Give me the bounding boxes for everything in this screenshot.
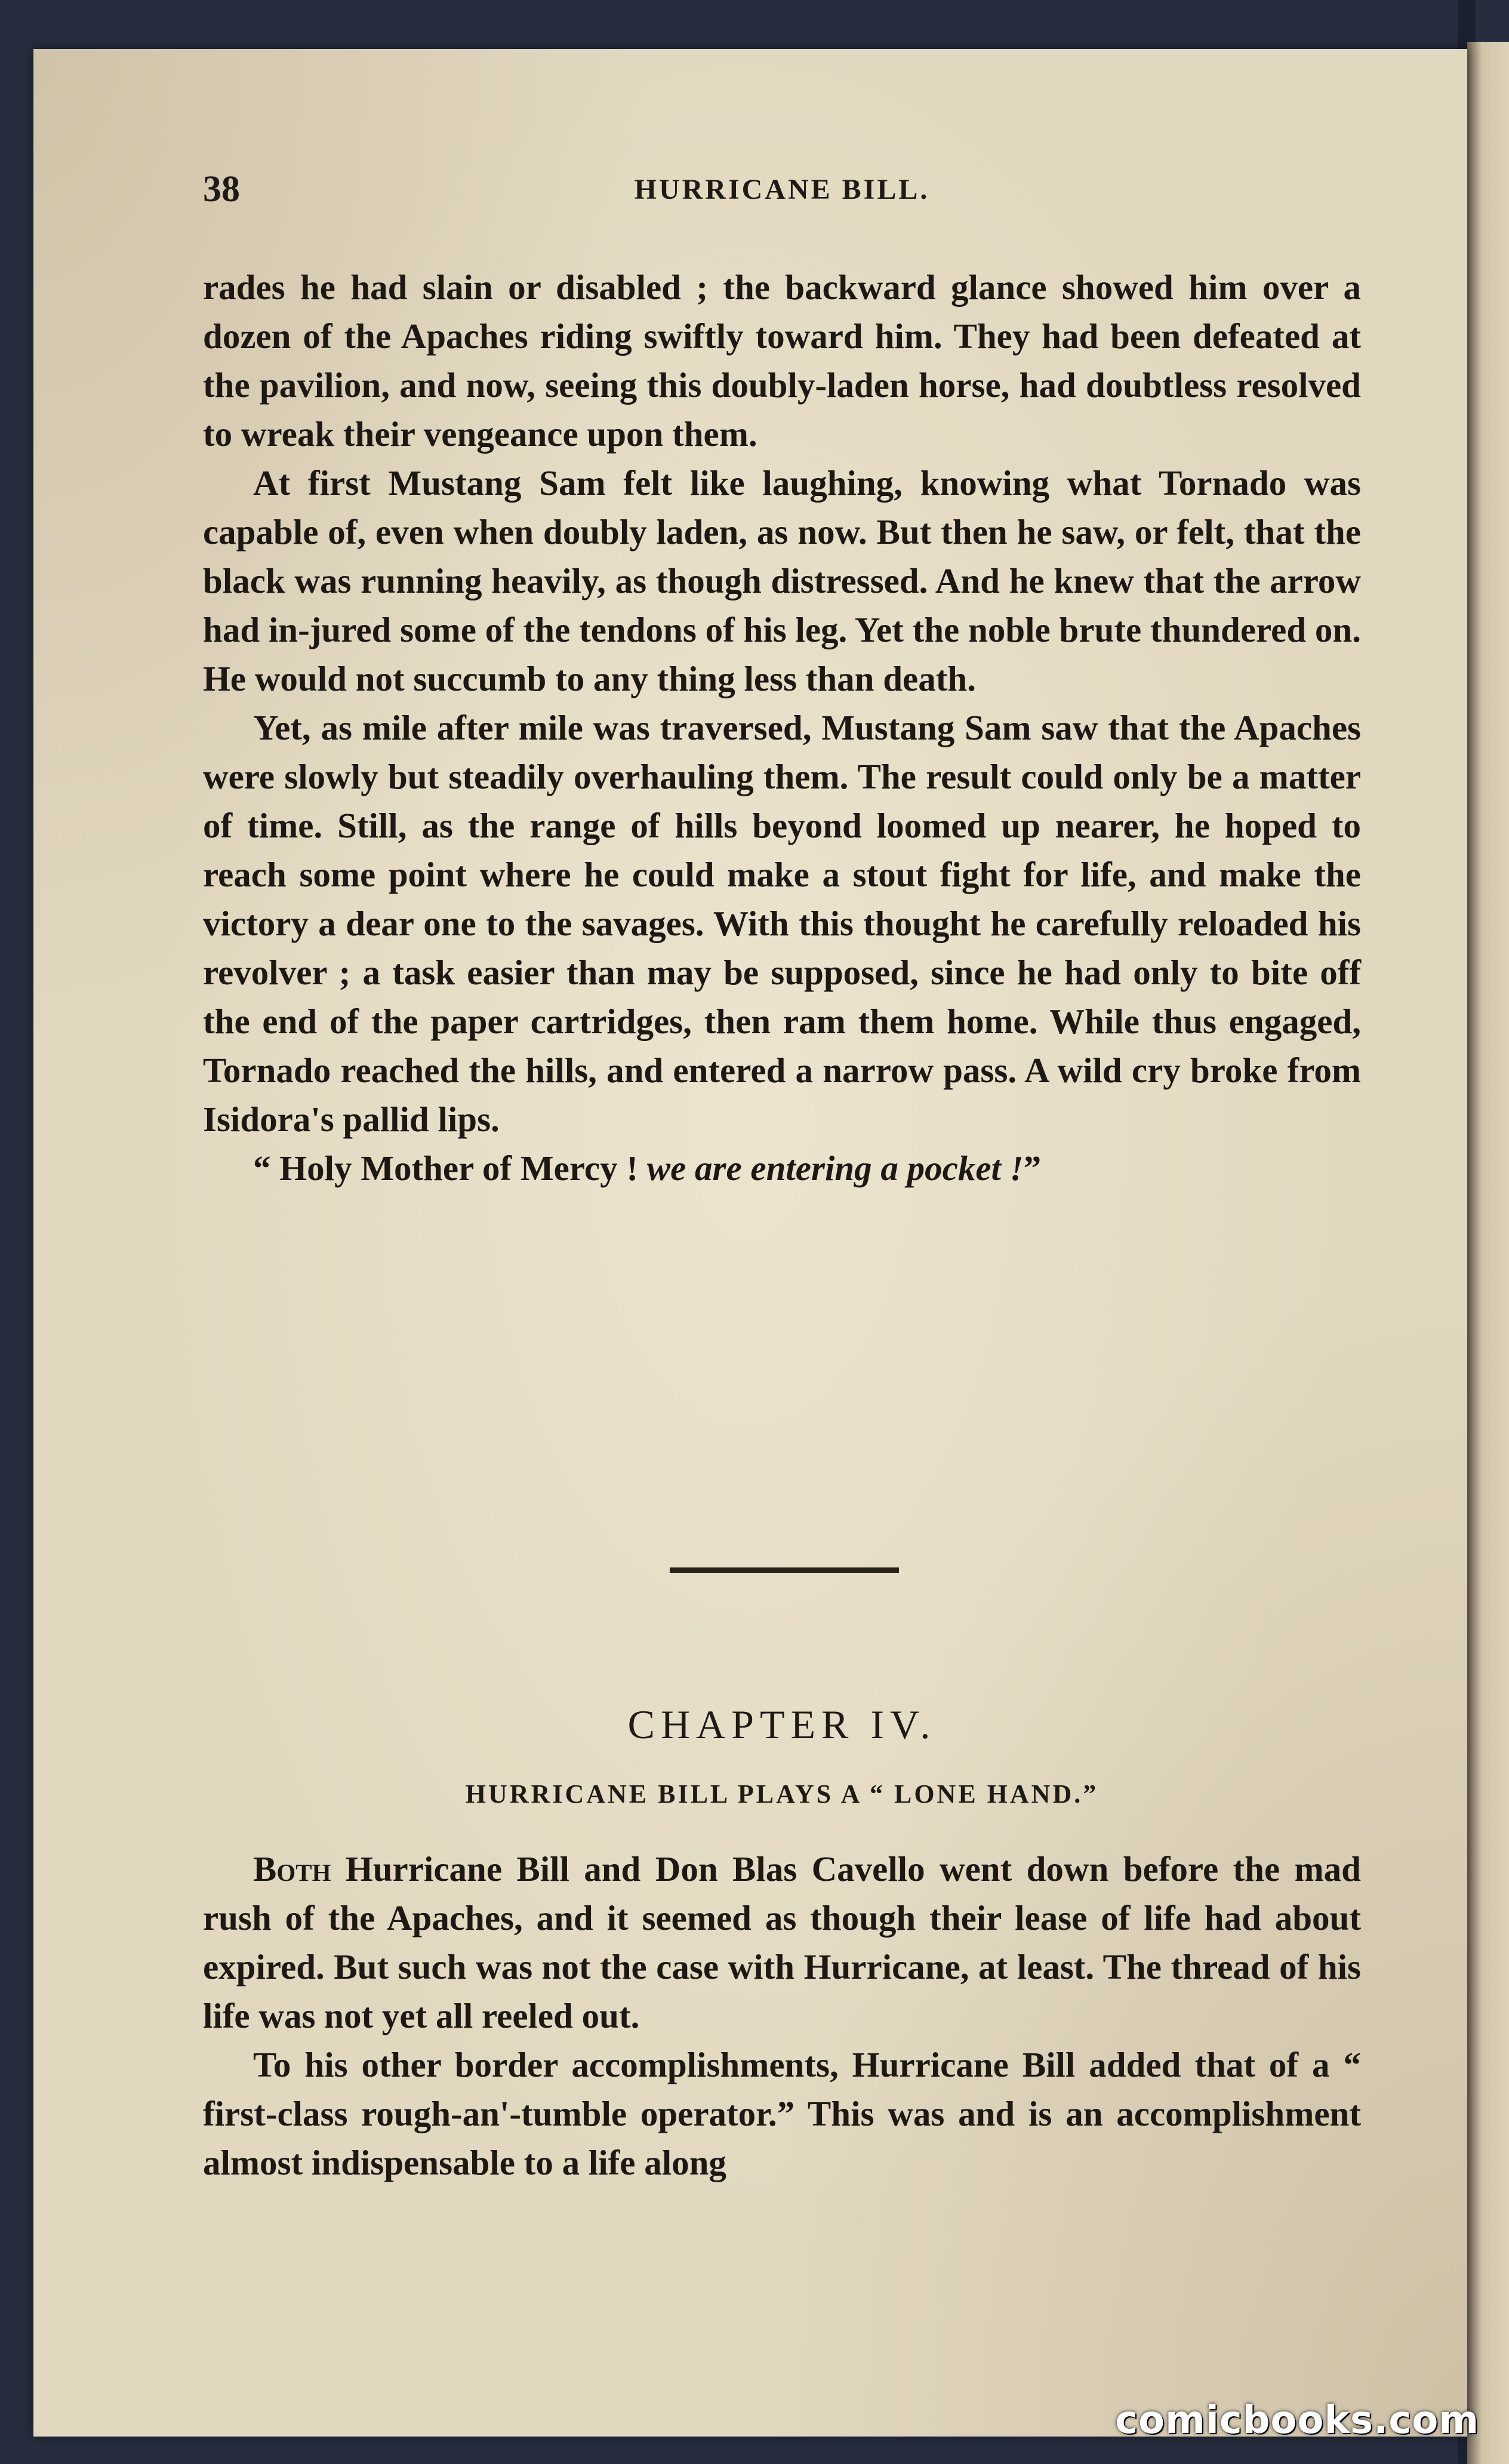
running-title: HURRICANE BILL. — [634, 174, 930, 205]
chapter-subtitle: HURRICANE BILL PLAYS A “ LONE HAND.” — [465, 1779, 1099, 1809]
quote-text: “ Holy Mother of Mercy ! — [253, 1148, 647, 1188]
running-head — [203, 168, 1361, 210]
paragraph: Yet, as mile after mile was traversed, Mustang Sam saw that the Apaches were slowly but steadily overhauling them. The result could only be a matter of time. Still, as the range of hills beyond loomed up nearer, he hoped to reach some point where he could make a stout fight for life, and make the victory a dear one to the savages. With this thought he carefully reloaded his revolver ; a task easier than may be supposed, since he had only to bite off the end of the paper cartridges, then ram them home. While thus engaged, Tornado reached the hills, and entered a narrow pass. A wild cry broke from Isidora's pallid lips. — [203, 708, 1361, 1139]
paragraph: To his other border accomplishments, Hurricane Bill added that of a “ first-class rough-an'-tumble operator.” This was and is an accomplishment almost indispensable to a life along — [203, 2045, 1361, 2182]
paragraph: rades he had slain or disabled ; the backward glance showed him over a dozen of the Apaches riding swiftly toward him. They had been defeated at the pavilion, and now, seeing this doubly-laden horse, had doubtless resolved to wreak their vengeance upon them. — [203, 267, 1361, 454]
quote-close: ” — [1023, 1148, 1042, 1188]
page-number: 38 — [203, 169, 240, 210]
quote-paragraph — [203, 1144, 1361, 1193]
facing-page-edge — [1467, 42, 1509, 2464]
paragraph: At first Mustang Sam felt like laughing, knowing what Tornado was capable of, even when doubly laden, as now. But then he saw, or felt, that the black was running heavily, as though distressed. And he knew that the arrow had in-jured some of the tendons of his leg. Yet the noble brute thundered on. He would not succumb to any thing less than death. — [203, 463, 1361, 698]
section-divider — [670, 1567, 899, 1573]
quote-emphasis: we are entering a pocket ! — [646, 1148, 1024, 1188]
paragraph-text: Hurricane Bill and Don Blas Cavello went down before the mad rush of the Apaches, and it seemed as though their lease of life had about expired. But such was not the case with Hurricane, at least. The thread of his life was not yet all reeled out. — [203, 1849, 1361, 2035]
paragraph — [203, 1844, 1361, 2040]
chapter-heading: CHAPTER IV. — [627, 1702, 937, 1747]
chapter-text-block — [203, 1844, 1361, 2187]
watermark: comicbooks.com — [1115, 2398, 1479, 2443]
chapter-text-block — [203, 263, 1361, 1193]
opening-word: Both — [253, 1849, 331, 1889]
